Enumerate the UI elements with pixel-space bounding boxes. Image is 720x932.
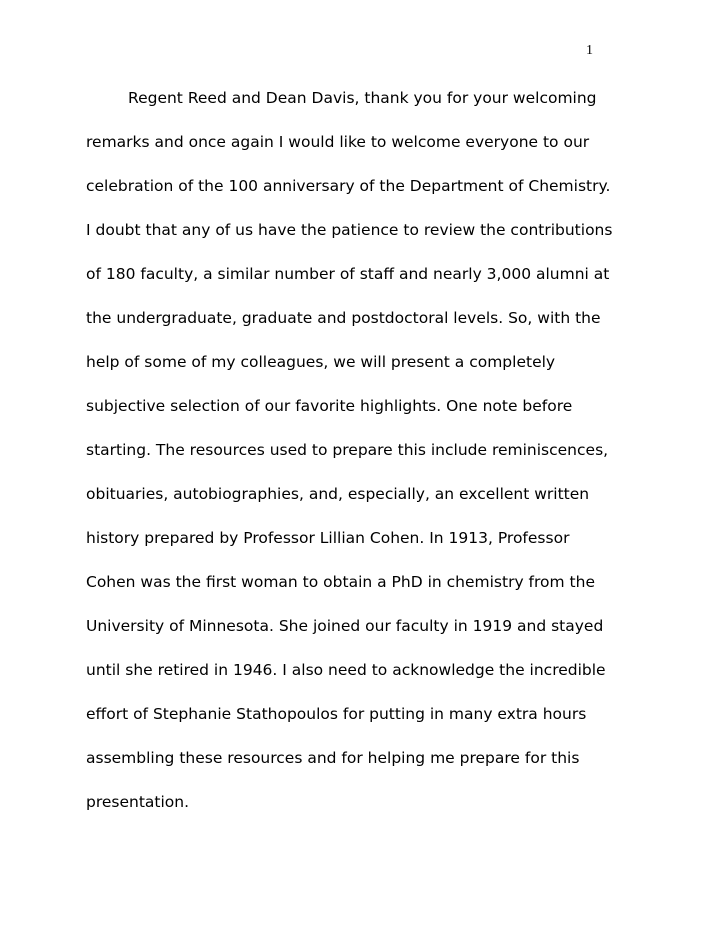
text-line: effort of Stephanie Stathopoulos for putting in many extra hours bbox=[86, 705, 587, 723]
text-line: remarks and once again I would like to welcome everyone to our bbox=[86, 133, 590, 151]
text-line: presentation. bbox=[86, 793, 190, 811]
text-line: history prepared by Professor Lillian Cohen. In 1913, Professor bbox=[86, 529, 570, 547]
text-line: celebration of the 100 anniversary of the Department of Chemistry. bbox=[86, 177, 611, 195]
text-line: University of Minnesota. She joined our faculty in 1919 and stayed bbox=[86, 617, 604, 635]
text-line: of 180 faculty, a similar number of staff and nearly 3,000 alumni at bbox=[86, 265, 610, 283]
text-line: Cohen was the first woman to obtain a PhD in chemistry from the bbox=[86, 573, 595, 591]
page-number: 1 bbox=[586, 43, 593, 58]
text-line: assembling these resources and for helping me prepare for this bbox=[86, 749, 580, 767]
text-line: Regent Reed and Dean Davis, thank you for your welcoming bbox=[128, 89, 597, 107]
text-line: starting. The resources used to prepare this include reminiscences, bbox=[86, 441, 609, 459]
text-line: the undergraduate, graduate and postdoctoral levels. So, with the bbox=[86, 309, 601, 327]
text-line: obituaries, autobiographies, and, especially, an excellent written bbox=[86, 485, 590, 503]
text-line: until she retired in 1946. I also need to acknowledge the incredible bbox=[86, 661, 606, 679]
text-line: I doubt that any of us have the patience to review the contributions bbox=[86, 221, 613, 239]
speech-paragraph bbox=[86, 86, 646, 834]
text-line: subjective selection of our favorite highlights. One note before bbox=[86, 397, 573, 415]
text-line: help of some of my colleagues, we will present a completely bbox=[86, 353, 556, 371]
